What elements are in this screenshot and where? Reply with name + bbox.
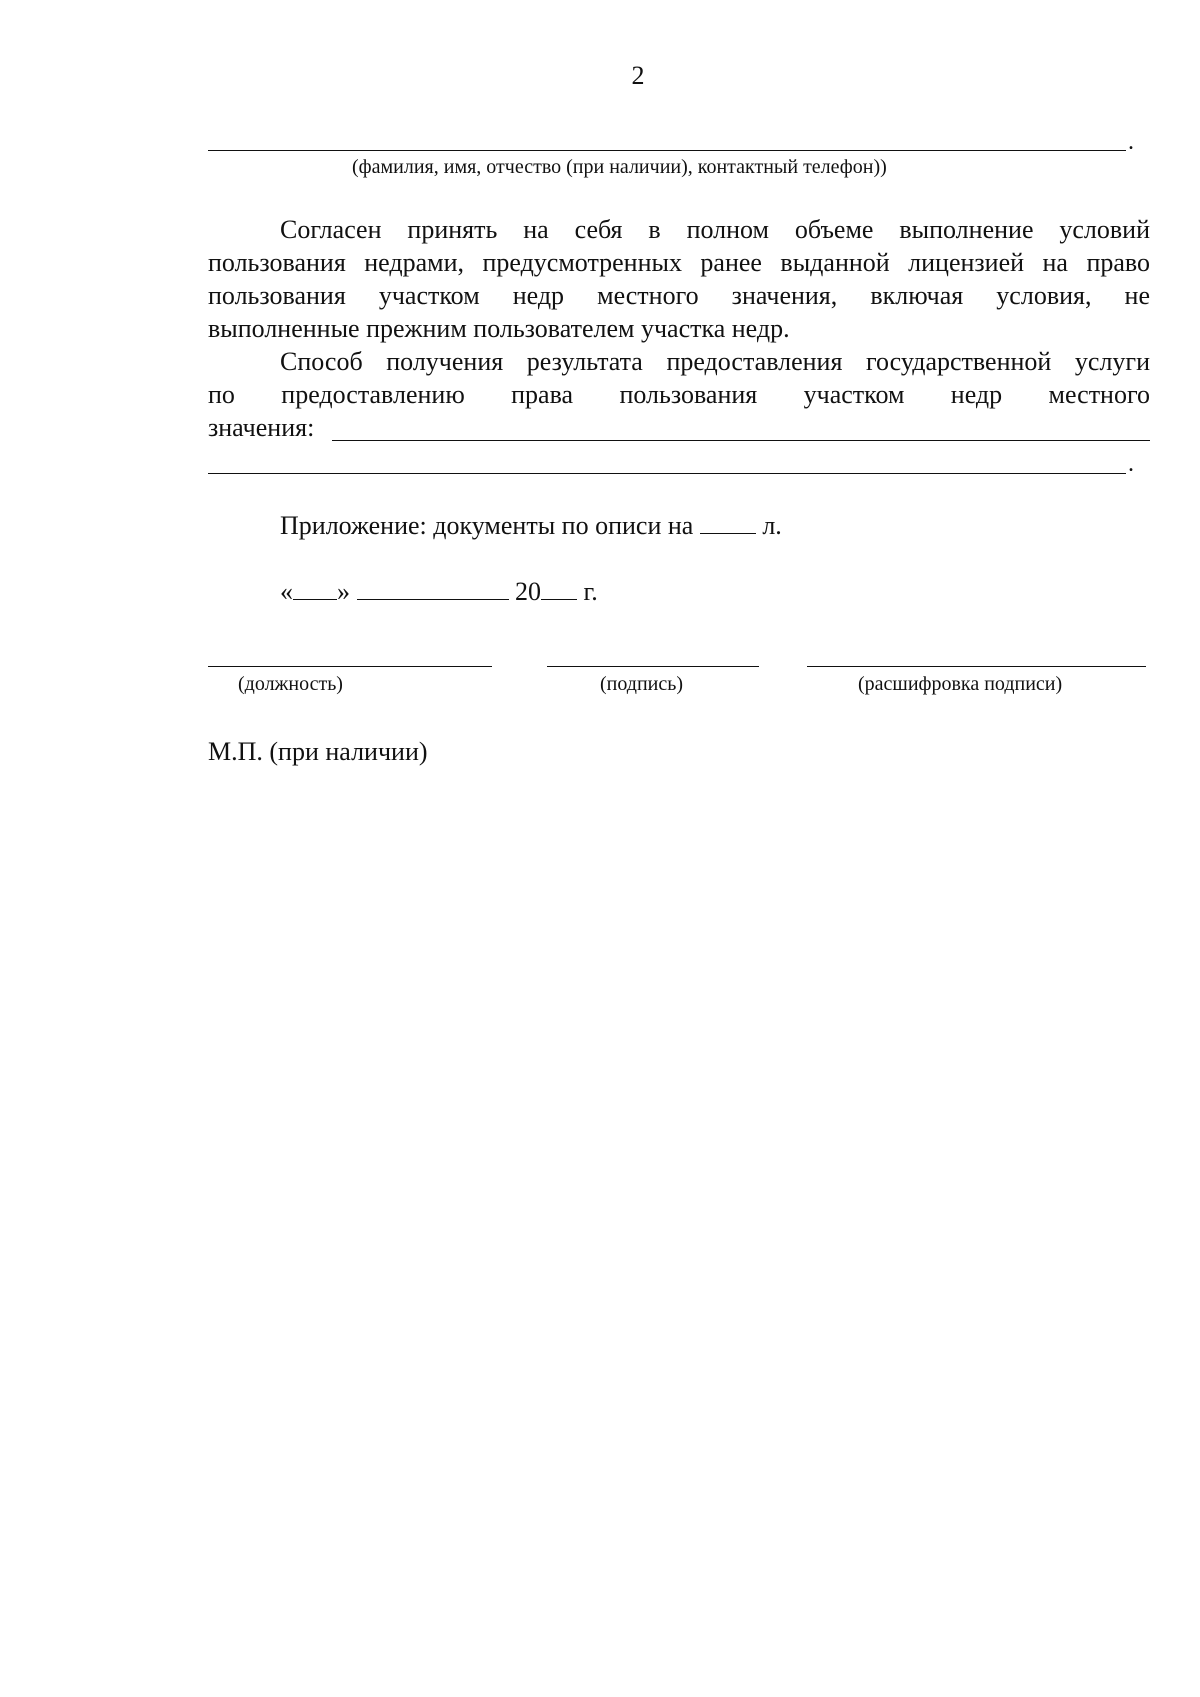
signature-caption: (подпись) <box>600 673 684 695</box>
method-line-3-label: значения: <box>208 413 315 442</box>
position-blank-line[interactable] <box>208 666 492 667</box>
date-line: « » 20 г. <box>280 577 598 606</box>
applicant-caption: (фамилия, имя, отчество (при наличии), контактный телефон)) <box>352 156 887 178</box>
consent-line-1: Согласен принять на себя в полном объеме выполнение условий <box>280 215 1150 244</box>
decoding-blank-line[interactable] <box>807 666 1146 667</box>
method-blank-line-1[interactable] <box>332 440 1150 441</box>
signature-blank-line[interactable] <box>547 666 759 667</box>
method-line-period: . <box>1128 451 1134 477</box>
consent-line-4: выполненные прежним пользователем участка недр. <box>208 314 790 343</box>
consent-line-3: пользования участком недр местного значения, включая условия, не <box>208 281 1150 310</box>
consent-line-2: пользования недрами, предусмотренных ранее выданной лицензией на право <box>208 248 1150 277</box>
method-line-1: Способ получения результата предоставления государственной услуги <box>280 347 1150 376</box>
decoding-caption: (расшифровка подписи) <box>858 673 1063 695</box>
seal-note: М.П. (при наличии) <box>208 737 428 766</box>
attachment-line: Приложение: документы по описи на л. <box>280 511 782 540</box>
date-month-blank[interactable] <box>357 577 509 600</box>
method-line-2: по предоставлению права пользования участком недр местного <box>208 380 1150 409</box>
attachment-pages-blank[interactable] <box>700 511 756 534</box>
position-caption: (должность) <box>238 673 343 695</box>
date-day-blank[interactable] <box>293 577 337 600</box>
applicant-blank-line[interactable] <box>208 150 1126 151</box>
date-year-blank[interactable] <box>541 577 577 600</box>
applicant-line-period: . <box>1128 129 1134 155</box>
method-blank-line-2[interactable] <box>208 473 1126 474</box>
page-number: 2 <box>631 61 645 90</box>
